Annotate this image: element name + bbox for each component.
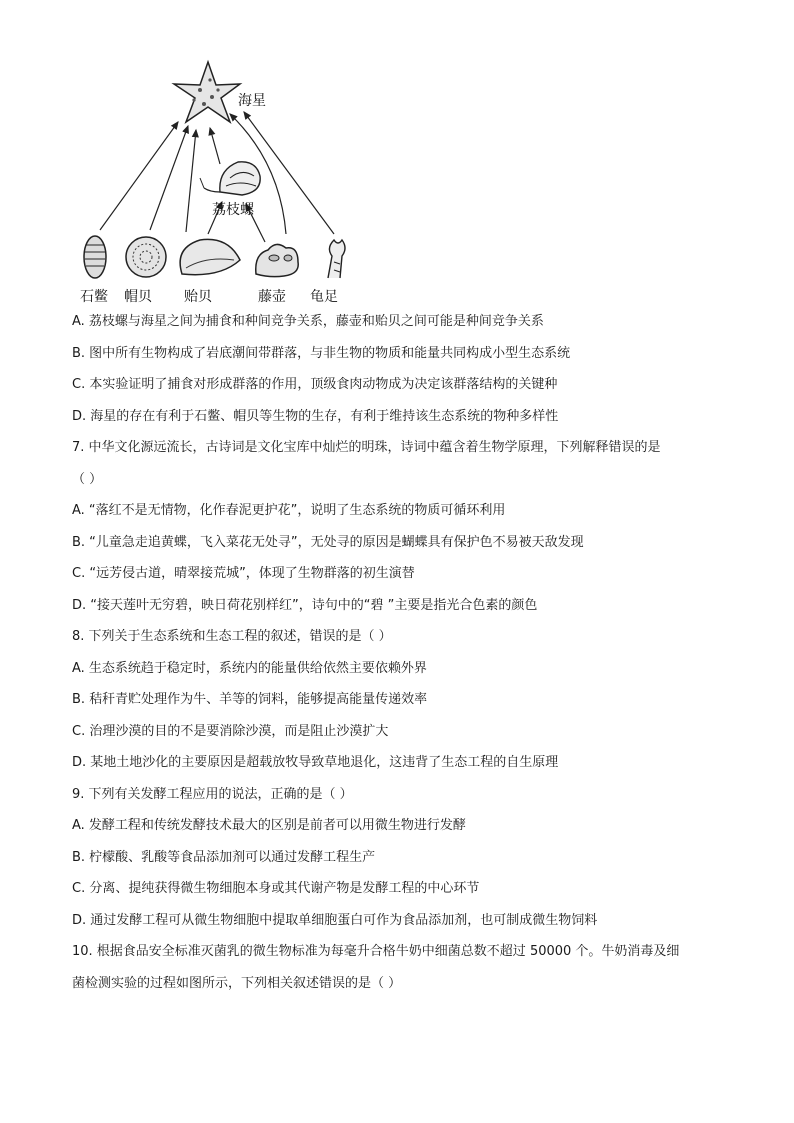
q8-option-d[interactable]: D. 某地土地沙化的主要原因是超载放牧导致草地退化，这违背了生态工程的自生原理 bbox=[72, 755, 559, 770]
q6-option-a[interactable]: A. 荔枝螺与海星之间为捕食和种间竞争关系，藤壶和贻贝之间可能是种间竞争关系 bbox=[72, 314, 544, 329]
q10-stem-line1: 10. 根据食品安全标准灭菌乳的微生物标准为每毫升合格牛奶中细菌总数不超过 50000 个。牛奶消毒及细 bbox=[72, 944, 680, 959]
label-limpet: 帽贝 bbox=[124, 289, 152, 305]
question-6-options bbox=[72, 312, 732, 427]
gooseneck-barnacle-drawing bbox=[328, 240, 345, 278]
label-starfish: 海星 bbox=[238, 93, 266, 109]
question-9 bbox=[72, 785, 732, 931]
q10-stem-line2: 菌检测实验的过程如图所示，下列相关叙述错误的是（ ） bbox=[72, 975, 402, 991]
question-10 bbox=[72, 942, 732, 994]
mussel-drawing bbox=[180, 239, 240, 274]
q8-stem: 8. 下列关于生态系统和生态工程的叙述，错误的是（ ） bbox=[72, 629, 392, 644]
q8-option-a[interactable]: A. 生态系统趋于稳定时，系统内的能量供给依然主要依赖外界 bbox=[72, 660, 427, 676]
label-snail: 荔枝螺 bbox=[212, 202, 254, 218]
q6-option-d[interactable]: D. 海星的存在有利于石鳖、帽贝等生物的生存，有利于维持该生态系统的物种多样性 bbox=[72, 408, 559, 424]
question-content bbox=[72, 312, 732, 1005]
barnacle-drawing bbox=[256, 244, 298, 276]
question-8 bbox=[72, 627, 732, 773]
q6-option-c[interactable]: C. 本实验证明了捕食对形成群落的作用，顶级食肉动物成为决定该群落结构的关键种 bbox=[72, 377, 558, 392]
food-web-arrows bbox=[100, 112, 334, 242]
q9-option-a[interactable]: A. 发酵工程和传统发酵技术最大的区别是前者可以用微生物进行发酵 bbox=[72, 818, 466, 833]
limpet-drawing bbox=[126, 237, 166, 277]
food-web-figure bbox=[70, 52, 370, 312]
q9-option-c[interactable]: C. 分离、提纯获得微生物细胞本身或其代谢产物是发酵工程的中心环节 bbox=[72, 881, 480, 896]
label-mussel: 贻贝 bbox=[184, 289, 212, 305]
q7-option-a[interactable]: A. “落红不是无情物，化作春泥更护花”，说明了生态系统的物质可循环利用 bbox=[72, 503, 506, 518]
starfish-drawing bbox=[174, 62, 240, 122]
question-7 bbox=[72, 438, 732, 616]
q8-option-b[interactable]: B. 秸秆青贮处理作为牛、羊等的饲料，能够提高能量传递效率 bbox=[72, 692, 428, 707]
food-web-diagram bbox=[70, 52, 370, 312]
q7-stem-line1: 7. 中华文化源远流长，古诗词是文化宝库中灿烂的明珠，诗词中蕴含着生物学原理，下列解释错误的是 bbox=[72, 440, 661, 455]
q9-option-d[interactable]: D. 通过发酵工程可从微生物细胞中提取单细胞蛋白可作为食品添加剂，也可制成微生物饲料 bbox=[72, 912, 598, 928]
q8-option-c[interactable]: C. 治理沙漠的目的不是要消除沙漠，而是阻止沙漠扩大 bbox=[72, 723, 389, 739]
chiton-drawing bbox=[84, 236, 106, 278]
label-chiton: 石鳖 bbox=[80, 289, 108, 305]
q6-option-b[interactable]: B. 图中所有生物构成了岩底潮间带群落，与非生物的物质和能量共同构成小型生态系统 bbox=[72, 345, 571, 361]
q9-option-b[interactable]: B. 柠檬酸、乳酸等食品添加剂可以通过发酵工程生产 bbox=[72, 849, 376, 865]
label-gooseneck: 龟足 bbox=[310, 289, 338, 305]
q7-option-d[interactable]: D. “接天莲叶无穷碧，映日荷花别样红”，诗句中的“碧 ”主要是指光合色素的颜色 bbox=[72, 597, 538, 613]
q9-stem: 9. 下列有关发酵工程应用的说法，正确的是（ ） bbox=[72, 786, 353, 802]
q7-stem-line2: （ ） bbox=[72, 471, 103, 487]
label-barnacle: 藤壶 bbox=[258, 289, 286, 305]
q7-option-c[interactable]: C. “远芳侵古道，晴翠接荒城”，体现了生物群落的初生演替 bbox=[72, 566, 415, 581]
snail-drawing bbox=[200, 162, 260, 195]
q7-option-b[interactable]: B. “儿童急走追黄蝶，飞入菜花无处寻”，无处寻的原因是蝴蝶具有保护色不易被天敌发现 bbox=[72, 534, 584, 550]
